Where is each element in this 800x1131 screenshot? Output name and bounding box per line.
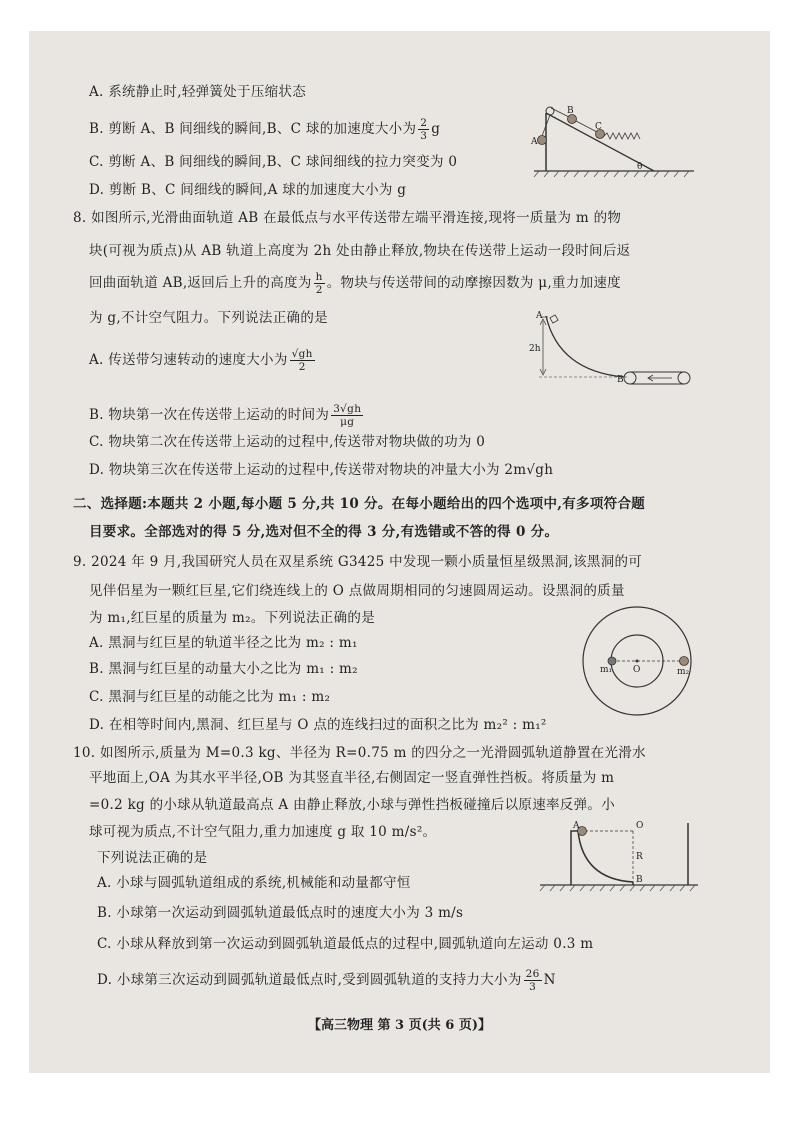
- fraction: $\frac{√gh}{2}$: [291, 348, 313, 373]
- q8-stem-line1: 8. 如图所示,光滑曲面轨道 AB 在最低点与水平传送带左端平滑连接,现将一质量为 m 的物: [73, 210, 622, 226]
- q7-option-c: C. 剪断 A、B 间细线的瞬间,B、C 球间细线的拉力突变为 0: [89, 154, 458, 170]
- section2-line2: 目要求。全部选对的得 5 分,选对但不全的得 3 分,有选错或不答的得 0 分。: [89, 524, 559, 540]
- q7-option-b-text: B. 剪断 A、B 间细线的瞬间,B、C 球的加速度大小为: [89, 121, 417, 137]
- q10-stem-line4: 球可视为质点,不计空气阻力,重力加速度 g 取 10 m/s²。: [89, 824, 437, 840]
- q9-option-d: D. 在相等时间内,黑洞、红巨星与 O 点的连线扫过的面积之比为 m₂² : m₁²: [89, 717, 547, 733]
- svg-text:B: B: [567, 106, 574, 116]
- exam-page: [29, 31, 770, 1073]
- q9-option-b: B. 黑洞与红巨星的动量大小之比为 m₁ : m₂: [89, 661, 358, 677]
- section2-line1: 二、选择题:本题共 2 小题,每小题 5 分,共 10 分。在每小题给出的四个选项中,有多项符合题: [73, 496, 646, 512]
- q10-option-b: B. 小球第一次运动到圆弧轨道最低点时的速度大小为 3 m/s: [97, 905, 464, 921]
- q10-stem-line3: =0.2 kg 的小球从轨道最高点 A 由静止释放,小球与弹性挡板碰撞后以原速率反弹。小: [89, 797, 616, 813]
- q9-stem-line2: 见伴侣星为一颗红巨星,它们绕连线上的 O 点做周期相同的匀速圆周运动。设黑洞的质量: [89, 583, 625, 599]
- svg-text:B: B: [617, 375, 624, 385]
- svg-text:O: O: [633, 665, 641, 675]
- q10-stem-line2: 平地面上,OA 为其水平半径,OB 为其竖直半径,右侧固定一竖直弹性挡板。将质量为 m: [89, 770, 615, 786]
- fraction: $\frac{3√gh}{\mu g}$: [333, 403, 362, 428]
- q8-option-a: A. 传送带匀速转动的速度大小为 $\frac{√gh}{2}$: [89, 348, 313, 373]
- q7-option-b: B. 剪断 A、B 间细线的瞬间,B、C 球的加速度大小为 $\frac{2}{3}$ g: [89, 117, 441, 142]
- q8-stem-line3: 回曲面轨道 AB,返回后上升的高度为 $\frac{h}{2}$ 。物块与传送带间的动摩擦因数为 μ,重力加速度: [89, 271, 621, 296]
- q9-stem-line3: 为 m₁,红巨星的质量为 m₂。下列说法正确的是: [89, 610, 375, 626]
- svg-text:m₁: m₁: [600, 665, 613, 675]
- svg-text:A: A: [531, 137, 538, 147]
- q7-option-a: A. 系统静止时,轻弹簧处于压缩状态: [89, 84, 307, 100]
- svg-text:θ: θ: [637, 162, 643, 172]
- fraction: $\frac{26}{3}$: [525, 968, 540, 993]
- q8-option-c: C. 物块第二次在传送带上运动的过程中,传送带对物块做的功为 0: [89, 434, 486, 450]
- svg-text:A: A: [573, 821, 580, 831]
- q10-option-c: C. 小球从释放到第一次运动到圆弧轨道最低点的过程中,圆弧轨道向左运动 0.3 m: [97, 936, 594, 952]
- svg-text:m₂: m₂: [677, 667, 690, 677]
- svg-text:O: O: [636, 821, 644, 831]
- svg-text:B: B: [636, 875, 643, 885]
- q10-stem-line1: 10. 如图所示,质量为 M=0.3 kg、半径为 R=0.75 m 的四分之一光滑圆弧轨道静置在光滑水: [73, 745, 646, 761]
- q7-option-d: D. 剪断 B、C 间细线的瞬间,A 球的加速度大小为 g: [89, 182, 407, 198]
- fraction: $\frac{h}{2}$: [315, 271, 323, 296]
- q9-option-a: A. 黑洞与红巨星的轨道半径之比为 m₂ : m₁: [89, 635, 358, 651]
- svg-text:2h: 2h: [529, 344, 541, 354]
- q8-stem-line4: 为 g,不计空气阻力。下列说法正确的是: [89, 310, 328, 326]
- q8-option-d: D. 物块第三次在传送带上运动的过程中,传送带对物块的冲量大小为 2m√gh: [89, 462, 554, 478]
- svg-text:C: C: [595, 122, 602, 132]
- q10-option-a: A. 小球与圆弧轨道组成的系统,机械能和动量都守恒: [97, 875, 411, 891]
- q10-stem-line5: 下列说法正确的是: [97, 850, 208, 866]
- q10-figure: [29, 31, 770, 931]
- q8-stem-line2: 块(可视为质点)从 AB 轨道上高度为 2h 处由静止释放,物块在传送带上运动一段时间后返: [89, 243, 631, 259]
- q9-stem-line1: 9. 2024 年 9 月,我国研究人员在双星系统 G3425 中发现一颗小质量恒星级黑洞,该黑洞的可: [73, 554, 643, 570]
- page-footer: 【高三物理 第 3 页(共 6 页)】: [307, 1018, 492, 1033]
- svg-text:R: R: [636, 852, 643, 862]
- fraction: $\frac{2}{3}$: [420, 117, 428, 142]
- q8-option-b: B. 物块第一次在传送带上运动的时间为 $\frac{3√gh}{\mu g}$: [89, 403, 362, 428]
- arc-track: [578, 831, 633, 882]
- q10-option-d: D. 小球第三次运动到圆弧轨道最低点时,受到圆弧轨道的支持力大小为 $\frac{26}{3}$ N: [97, 968, 556, 993]
- svg-text:A: A: [536, 311, 543, 321]
- q9-option-c: C. 黑洞与红巨星的动能之比为 m₁ : m₂: [89, 689, 331, 705]
